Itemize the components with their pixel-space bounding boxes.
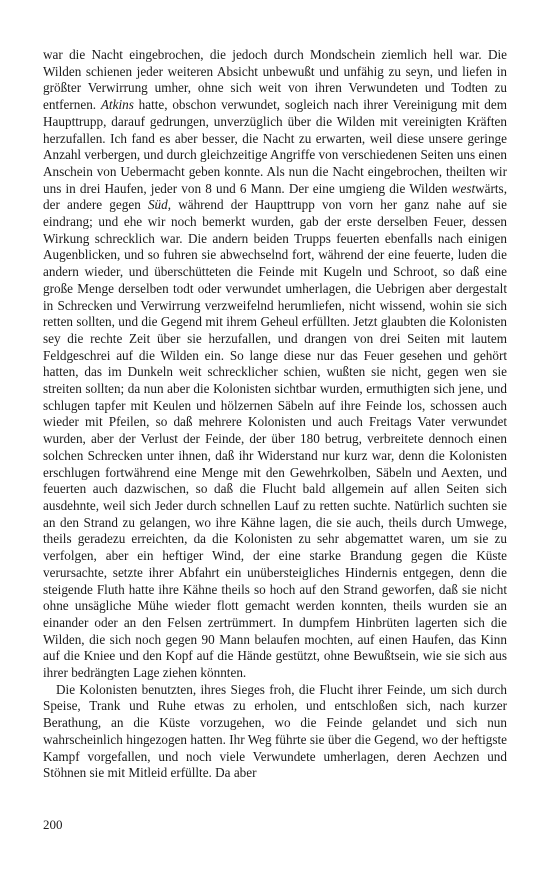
paragraph-1 bbox=[43, 47, 507, 682]
body-text bbox=[43, 47, 507, 782]
text-run: Die Kolonisten benutzten, ihres Sieges froh, die Flucht ihrer Feinde, um sich durch Speise, Trank und Ruhe etwas zu erholen, und entschloßen sich, nach kurzer Berathung, an die Küste vorzugehen, wo die Feinde gelandet und sich nun wahrscheinlich hingezogen hatten. Ihr Weg führte sie über die Gegend, wo der heftigste Kampf vorgefallen, und noch viele Verwundete umherlagen, deren Aechzen und Stöhnen sie mit Mitleid erfüllte. Da aber bbox=[43, 681, 507, 781]
text-run: war die Nacht eingebrochen, die jedoch durch Mondschein ziemlich hell war. Die Wilden schienen jeder weiteren Absicht unbewußt und unfähig zu seyn, und liefen in größter Verwirrung umher, ohne sich weit von ihren Verwundeten und Todten zu entfernen. bbox=[43, 47, 507, 113]
italic-name-atkins: Atkins bbox=[100, 97, 134, 113]
text-run: wärts, der andere gegen bbox=[43, 180, 507, 213]
text-run: , während der Haupttrupp von vorn her ganz nahe auf sie eindrang; und ehe wir noch bemerkt wurden, gab der erste derselben Feuer, dessen Wirkung schrecklich war. Die andern beiden Trupps feuerten ebenfalls nach einigen Augenblicken, und so fuhren sie abwechselnd fort, während der eine feuerte, luden die andern wieder, und überschütteten die Feinde mit Kugeln und Schroot, so daß eine große Menge derselben todt oder verwundet umherlagen, die Uebrigen aber dergestalt in Schrecken und Verwirrung verzweifelnd herumliefen, nicht wissend, wohin sie sich retten sollten, und die Gegend mit ihrem Geheul erfüllten. Jetzt glaubten die Kolonisten sey die rechte Zeit über sie herzufallen, und drangen von drei Seiten mit lautem Feldgeschrei auf die Wilden ein. So lange diese nur das Feuer gesehen und gehört hatten, das im Dunkeln weit schrecklicher schien, wußten sie nicht, gegen wen sie streiten sollten; da nun aber die Kolonisten sichtbar wurden, ermuthigten sich jene, und schlugen tapfer mit Keulen und hölzernen Säbeln auf ihre Feinde los, schossen auch wieder mit Pfeilen, so daß mehrere Kolonisten und auch Freitags Vater verwundet wurden, aber der Verlust der Feinde, der über 180 betrug, verbreitete dennoch einen solchen Schrecken unter ihnen, daß ihr Widerstand nur kurz war, denn die Kolonisten erschlugen fortwährend eine Menge mit den Gewehrkolben, Säbeln und Aexten, und feuerten auch dazwischen, so daß die Flucht bald allgemein auf allen Seiten sich ausdehnte, weil sich Jeder durch schnellen Lauf zu retten suchte. Natürlich suchten sie an den Strand zu gelangen, wo ihre Kähne lagen, die sie auch, theils durch Umwege, theils geradezu erreichten, da die Kolonisten zu sehr abgemattet waren, um sie zu verfolgen, aber ein heftiger Wind, der eine starke Brandung gegen die Küste verursachte, setzte ihrer Abfahrt ein unübersteigliches Hindernis entgegen, denn die steigende Fluth hatte ihre Kähne theils so hoch auf den Strand geworfen, daß sie nicht ohne unsägliche Mühe wieder flott gemacht werden konnten, theils wurden sie an einander oder an den Felsen zertrümmert. In dumpfem Hinbrüten lagerten sich die Wilden, die sich noch gegen 90 Mann belaufen mochten, auf einen Haufen, das Kinn auf die Kniee und den Kopf auf die Hände gestützt, ohne Bewußtsein, wie sie sich aus ihrer bedrängten Lage ziehen könnten. bbox=[43, 197, 508, 681]
page-number: 200 bbox=[43, 817, 63, 832]
italic-west: west bbox=[451, 180, 476, 196]
italic-sued: Süd bbox=[147, 197, 168, 213]
paragraph-2 bbox=[43, 682, 507, 782]
text-run: hatte, obschon verwundet, sogleich nach ihrer Vereinigung mit dem Haupttrupp, darauf gedrungen, unverzüglich über die Wilden mit vereinigten Kräften herzufallen. Ich fand es aber besser, die Nacht zu erwarten, weil diese unsere geringe Anzahl verbergen, und durch gleichzeitige Angriffe von verschiedenen Seiten uns einen Anschein von Uebermacht geben konnte. Als nun die Nacht eingebrochen, theilten wir uns in drei Haufen, jeder von 8 und 6 Mann. Der eine umgieng die Wilden bbox=[43, 97, 507, 196]
